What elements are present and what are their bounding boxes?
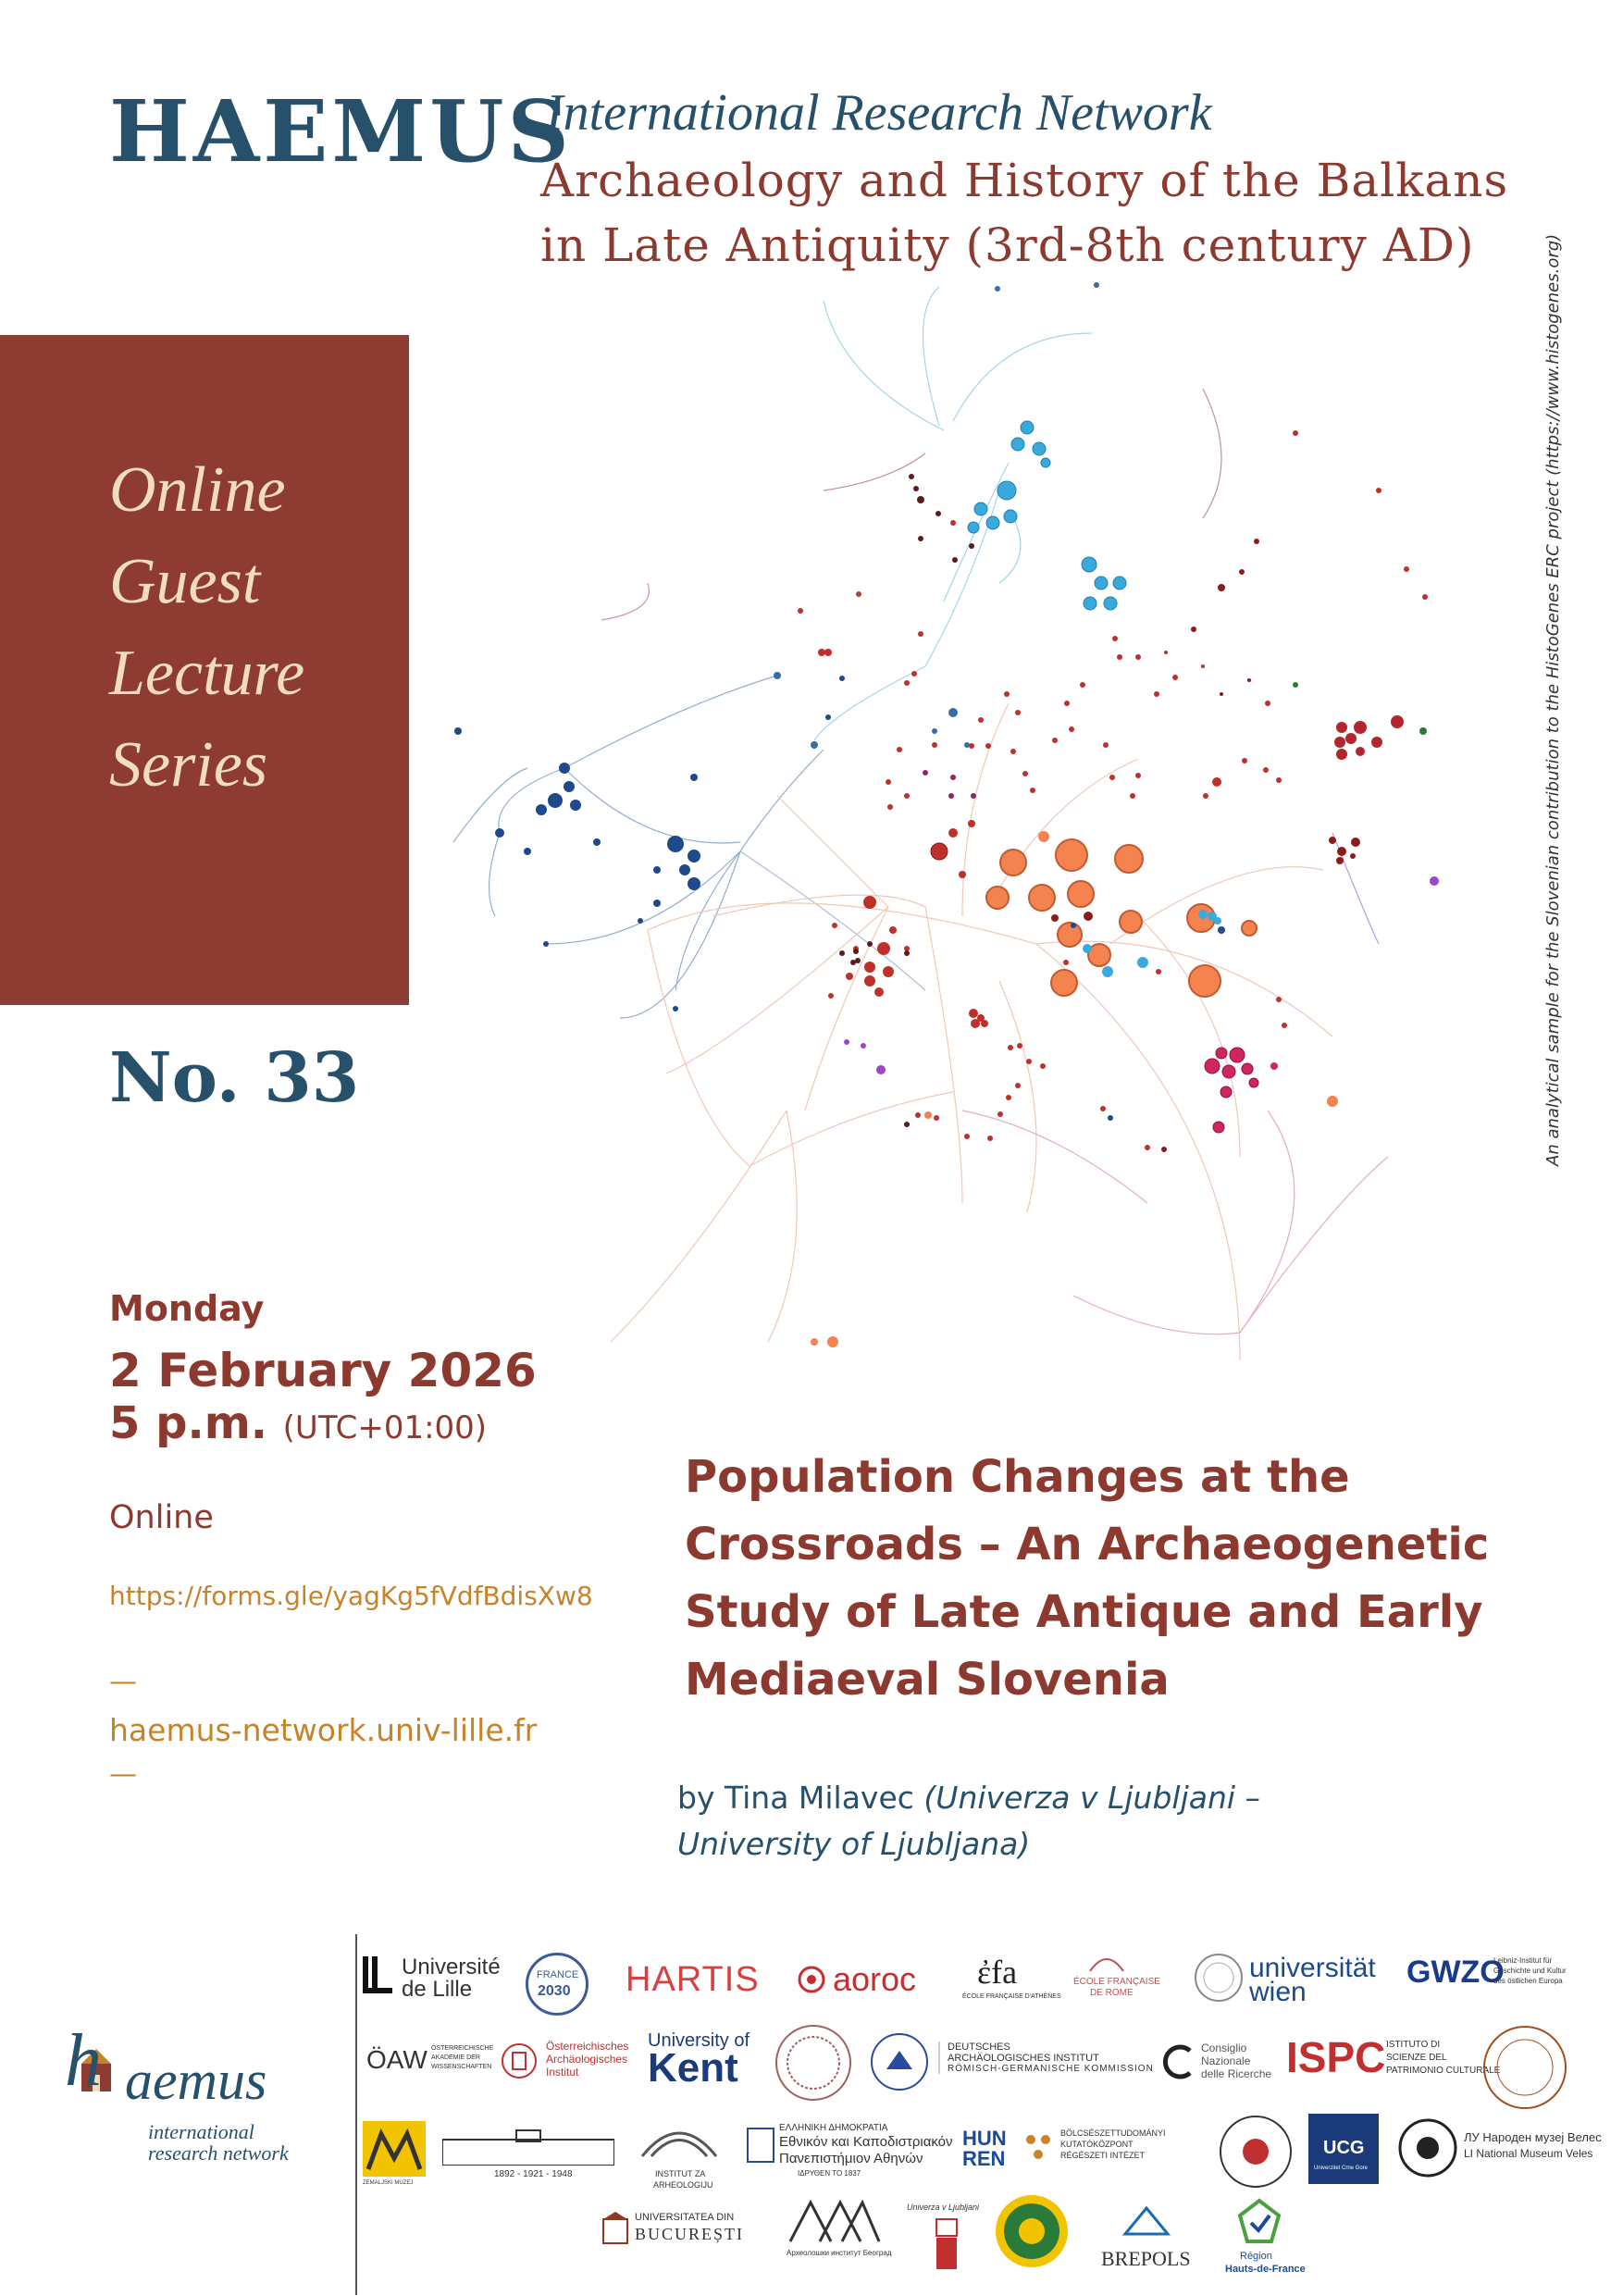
partner-text: KUTATÓKÖZPONT xyxy=(1060,2140,1134,2149)
partner-text: University of xyxy=(648,2030,750,2051)
efr-icon xyxy=(1088,1953,1125,1973)
partner-text: ÉCOLE FRANÇAISE D'ATHÈNES xyxy=(962,1993,1061,2000)
partner-text: Hauts-de-France xyxy=(1225,2264,1306,2275)
partner-text: RÖMISCH-GERMANISCHE KOMMISSION xyxy=(948,2064,1154,2074)
zemaljski-icon xyxy=(363,2121,426,2177)
network-title: International Research Network xyxy=(546,84,1212,142)
event-time-value: 5 p.m. xyxy=(109,1397,267,1449)
wien-seal-icon xyxy=(1194,1953,1244,2003)
partner-text: AKADEMIE DER xyxy=(431,2054,480,2061)
subtitle-line: in Late Antiquity (3rd-8th century AD) xyxy=(540,218,1475,272)
university-seal-icon xyxy=(1218,2114,1294,2190)
registration-link[interactable]: https://forms.gle/yagKg5fVdfBdisXw8 xyxy=(109,1581,593,1611)
partner-text: UNIVERSITATEA DIN xyxy=(635,2212,735,2223)
separator-dash: — xyxy=(109,1758,137,1791)
speaker xyxy=(677,1775,1381,1868)
istanbul-seal-icon xyxy=(994,2193,1070,2269)
partner-text: REN xyxy=(962,2147,1006,2170)
hauts-de-france-icon xyxy=(1234,2197,1284,2247)
building-icon xyxy=(442,2128,614,2166)
partner-text: DE ROME xyxy=(1090,1988,1134,1998)
speaker-affiliation: (Univerza v Ljubljani – xyxy=(923,1780,1261,1816)
haemus-logo-sub-line: international xyxy=(148,2120,254,2143)
partner-text: Österreichisches xyxy=(546,2040,629,2053)
haemus-logo-sub-line: research network xyxy=(148,2141,289,2165)
partner-text: universität xyxy=(1249,1953,1376,1983)
partner-text: 2030 xyxy=(538,1983,571,1999)
series-line: Series xyxy=(109,729,268,800)
partner-text: ΕΛΛΗΝΙΚΗ ΔΗΜΟΚΡΑΤΙΑ xyxy=(779,2123,888,2133)
partner-text: HUN xyxy=(962,2127,1007,2150)
partner-text: Nazionale xyxy=(1201,2054,1251,2067)
partner-text: aoroc xyxy=(833,1960,917,1998)
image-credit: An analytical sample for the Slovenian contribution to the HistoGenes ERC project (https://www.histogenes.org) xyxy=(1543,233,1563,1166)
partner-dai xyxy=(938,2042,1154,2074)
series-line: Online xyxy=(109,454,286,526)
speaker-affiliation: University of Ljubljana) xyxy=(677,1826,1031,1862)
series-line: Guest xyxy=(109,546,261,617)
brand-title: HAEMUS xyxy=(109,81,573,181)
speaker-name: by Tina Milavec xyxy=(677,1780,914,1816)
partner-text: ARCHÄOLOGISCHES INSTITUT xyxy=(948,2053,1099,2064)
network-graph xyxy=(407,278,1518,1434)
project-subtitle xyxy=(540,148,1577,278)
partner-text: Leibniz-Institut für xyxy=(1493,1956,1553,1965)
partner-text: BUCUREȘTI xyxy=(635,2225,745,2243)
partner-text: BÖLCSÉSZETTUDOMÁNYI xyxy=(1060,2128,1166,2138)
event-time xyxy=(109,1397,487,1449)
partner-hartis: HARTIS xyxy=(626,1960,760,1999)
footer-divider xyxy=(355,1934,357,2295)
partner-text: wien xyxy=(1249,1977,1307,2007)
partner-text: Consiglio xyxy=(1201,2042,1247,2054)
partner-text: ISTITUTO DI xyxy=(1386,2040,1441,2050)
partner-text: PATRIMONIO CULTURALE xyxy=(1386,2066,1501,2076)
partner-text: UCG xyxy=(1323,2138,1365,2158)
iza-icon xyxy=(633,2119,725,2166)
partner-text: Πανεπιστήμιον Αθηνών xyxy=(779,2151,923,2166)
partner-text: Université xyxy=(402,1955,501,1980)
series-line: Lecture xyxy=(109,638,305,709)
veles-seal-icon xyxy=(1397,2117,1458,2178)
cnr-icon xyxy=(1158,2043,1196,2080)
partner-text: ἐfa xyxy=(977,1954,1018,1991)
event-mode: Online xyxy=(109,1499,214,1536)
partner-text: des östlichen Europa xyxy=(1493,1977,1563,1985)
partner-text: FRANCE xyxy=(537,1969,579,1980)
graph-edges xyxy=(453,287,1388,1360)
seal-icon xyxy=(774,2023,853,2103)
partner-text: Institut xyxy=(546,2066,579,2079)
lecture-title-line: Mediaeval Slovenia xyxy=(685,1654,1170,1706)
bucuresti-icon xyxy=(601,2212,629,2245)
partner-text: ARHEOLOGIJU xyxy=(653,2180,713,2190)
partner-text: BREPOLS xyxy=(1101,2247,1191,2270)
partner-text: Univerza v Ljubljani xyxy=(907,2203,980,2212)
museum-seal-icon xyxy=(1481,2023,1569,2112)
brepols-icon xyxy=(1121,2203,1171,2240)
partner-text: WISSENSCHAFTEN xyxy=(431,2064,492,2070)
dai-emblem-icon xyxy=(870,2032,929,2091)
oeai-icon xyxy=(500,2042,539,2080)
btk-icon xyxy=(1022,2130,1055,2164)
event-date: 2 February 2026 xyxy=(109,1344,537,1397)
partner-text: ÖSTERREICHISCHE xyxy=(431,2045,494,2052)
partner-text: Εθνικόν και Καποδιστριακόν xyxy=(779,2134,953,2150)
aoroc-icon xyxy=(796,1964,827,1995)
beograd-icon xyxy=(787,2199,883,2245)
lecture-title-line: Population Changes at the xyxy=(685,1451,1350,1503)
haemus-logo-h: h xyxy=(65,2020,102,2102)
partner-text: ÉCOLE FRANÇAISE xyxy=(1073,1977,1160,1987)
partner-text: LI National Museum Veles xyxy=(1464,2147,1593,2160)
partner-text: ÖAW xyxy=(366,2045,427,2074)
graph-nodes xyxy=(454,282,1439,1347)
partner-text: Geschichte und Kultur xyxy=(1493,1967,1567,1975)
partner-text: ZEMALJSKI MUZEJ xyxy=(363,2180,414,2186)
partner-text: Univerzitet Crne Gore xyxy=(1314,2166,1369,2171)
partner-ucg xyxy=(1308,2114,1379,2184)
partner-text: Kent xyxy=(648,2045,738,2091)
partner-text: DEUTSCHES xyxy=(948,2042,1010,2053)
partner-text: RÉGÉSZETI INTÉZET xyxy=(1060,2151,1146,2160)
partner-text: delle Ricerche xyxy=(1201,2067,1272,2080)
event-day: Monday xyxy=(109,1288,265,1329)
partner-text: ЛУ Народен музеј Велес xyxy=(1464,2130,1602,2144)
lecture-number: No. 33 xyxy=(109,1038,360,1118)
partner-text: 1892 - 1921 - 1948 xyxy=(494,2169,573,2179)
separator-dash: — xyxy=(109,1666,137,1698)
lecture-title-line: Crossroads – An Archaeogenetic xyxy=(685,1519,1490,1570)
haemus-logo-word: aemus xyxy=(125,2050,267,2111)
haemus-logo-subtitle xyxy=(148,2121,289,2164)
lecture-title xyxy=(685,1444,1573,1714)
partner-text: de Lille xyxy=(402,1977,473,2002)
partner-text: INSTITUT ZA xyxy=(655,2169,706,2178)
partner-text: Région xyxy=(1240,2251,1272,2262)
lecture-title-line: Study of Late Antique and Early xyxy=(685,1586,1483,1638)
website-link[interactable]: haemus-network.univ-lille.fr xyxy=(109,1712,538,1748)
partner-france2030 xyxy=(526,1953,588,2016)
event-timezone: (UTC+01:00) xyxy=(282,1409,488,1446)
partner-text: Археолошки институт Београд xyxy=(787,2249,892,2257)
ljubljana-icon xyxy=(933,2215,960,2271)
partner-text: ISPC xyxy=(1286,2033,1386,2081)
partner-text: SCIENZE DEL xyxy=(1386,2053,1447,2063)
partner-text: ΙΔΡΥΘΕΝ ΤΟ 1837 xyxy=(798,2169,861,2178)
partner-text: Archäologisches xyxy=(546,2053,628,2066)
athens-icon xyxy=(746,2127,775,2164)
subtitle-line: Archaeology and History of the Balkans xyxy=(540,154,1509,207)
lille-icon xyxy=(361,1955,394,1995)
series-title xyxy=(109,444,304,811)
partner-text: GWZO xyxy=(1406,1955,1505,1990)
